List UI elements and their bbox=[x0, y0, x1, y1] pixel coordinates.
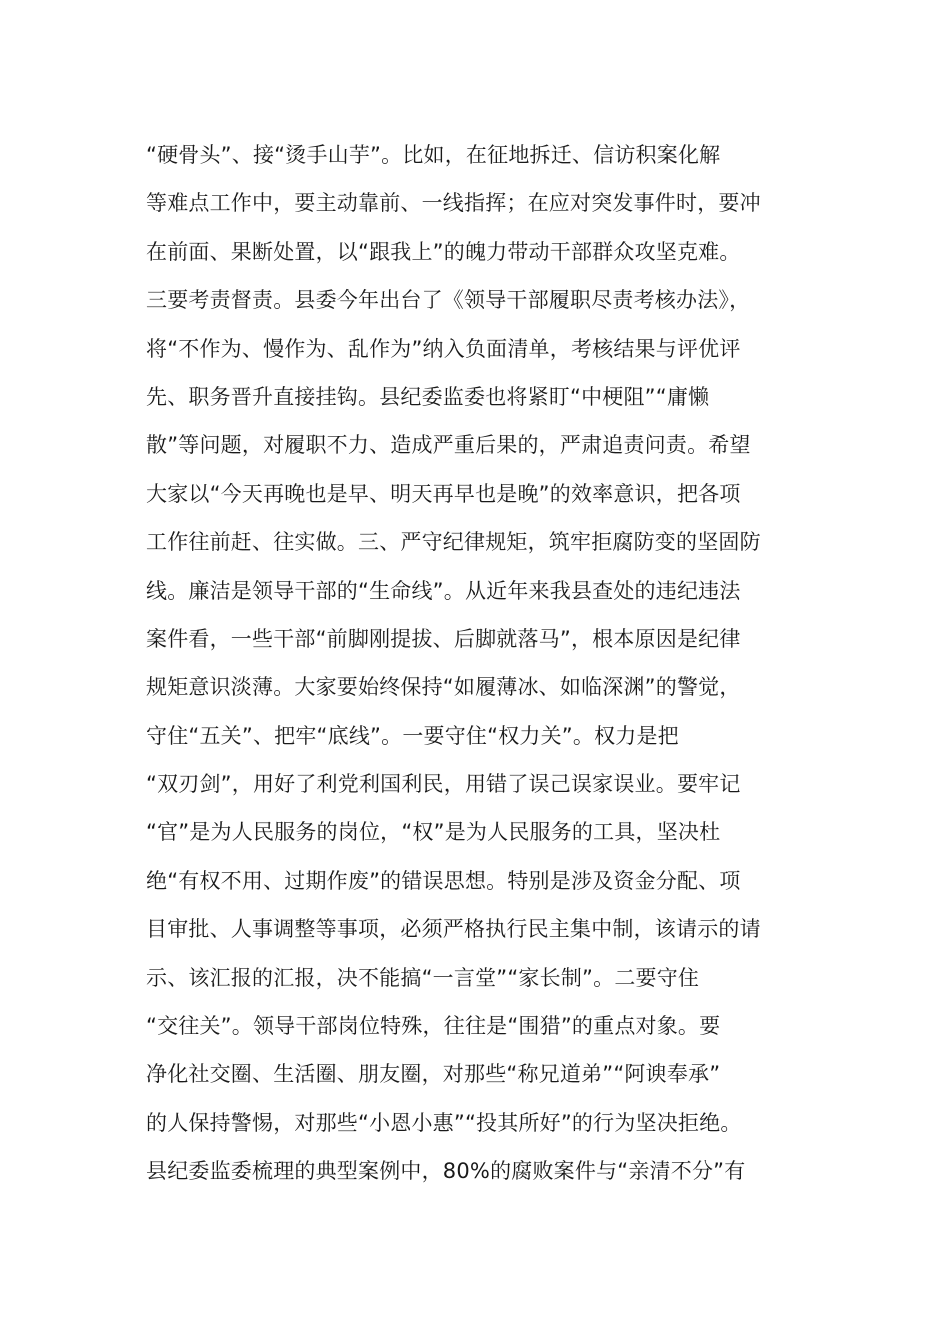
text-line: 净化社交圈、生活圈、朋友圈，对那些“称兄道弟”“阿谀奉承” bbox=[146, 1062, 721, 1087]
text-line: 工作往前赶、往实做。三、严守纪律规矩，筑牢拒腐防变的坚固防 bbox=[146, 530, 761, 555]
text-line: 大家以“今天再晚也是早、明天再早也是晚”的效率意识，把各项 bbox=[146, 481, 741, 506]
text-line: 等难点工作中，要主动靠前、一线指挥；在应对突发事件时，要冲 bbox=[146, 191, 761, 216]
text-line: 案件看，一些干部“前脚刚提拔、后脚就落马”，根本原因是纪律 bbox=[146, 626, 741, 651]
text-line: 县纪委监委梳理的典型案例中，80%的腐败案件与“亲清不分”有 bbox=[146, 1159, 746, 1184]
text-line: 将“不作为、慢作为、乱作为”纳入负面清单，考核结果与评优评 bbox=[146, 336, 741, 361]
text-line: 三要考责督责。县委今年出台了《领导干部履职尽责考核办法》， bbox=[146, 288, 751, 313]
text-line: 散”等问题，对履职不力、造成严重后果的，严肃追责问责。希望 bbox=[146, 433, 751, 458]
text-line: 目审批、人事调整等事项，必须严格执行民主集中制，该请示的请 bbox=[146, 917, 761, 942]
text-line: 先、职务晋升直接挂钩。县纪委监委也将紧盯“中梗阻”“庸懒 bbox=[146, 384, 710, 409]
text-line: 示、该汇报的汇报，决不能搞“一言堂”“家长制”。二要守住 bbox=[146, 965, 700, 990]
text-line: 规矩意识淡薄。大家要始终保持“如履薄冰、如临深渊”的警觉， bbox=[146, 675, 741, 700]
body-text bbox=[146, 131, 836, 1196]
text-line: 守住“五关”、把牢“底线”。一要守住“权力关”。权力是把 bbox=[146, 723, 679, 748]
text-line: “双刃剑”，用好了利党利国利民，用错了误己误家误业。要牢记 bbox=[146, 772, 741, 797]
text-line: 线。廉洁是领导干部的“生命线”。从近年来我县查处的违纪违法 bbox=[146, 578, 741, 603]
text-line: “官”是为人民服务的岗位，“权”是为人民服务的工具，坚决杜 bbox=[146, 820, 721, 845]
text-line: “交往关”。领导干部岗位特殊，往往是“围猎”的重点对象。要 bbox=[146, 1014, 721, 1039]
text-line: 绝“有权不用、过期作废”的错误思想。特别是涉及资金分配、项 bbox=[146, 868, 741, 893]
text-line: 的人保持警惕，对那些“小恩小惠”“投其所好”的行为坚决拒绝。 bbox=[146, 1110, 742, 1135]
text-line: 在前面、果断处置，以“跟我上”的魄力带动干部群众攻坚克难。 bbox=[146, 239, 741, 264]
text-line: “硬骨头”、接“烫手山芋”。比如，在征地拆迁、信访积案化解 bbox=[146, 143, 721, 167]
